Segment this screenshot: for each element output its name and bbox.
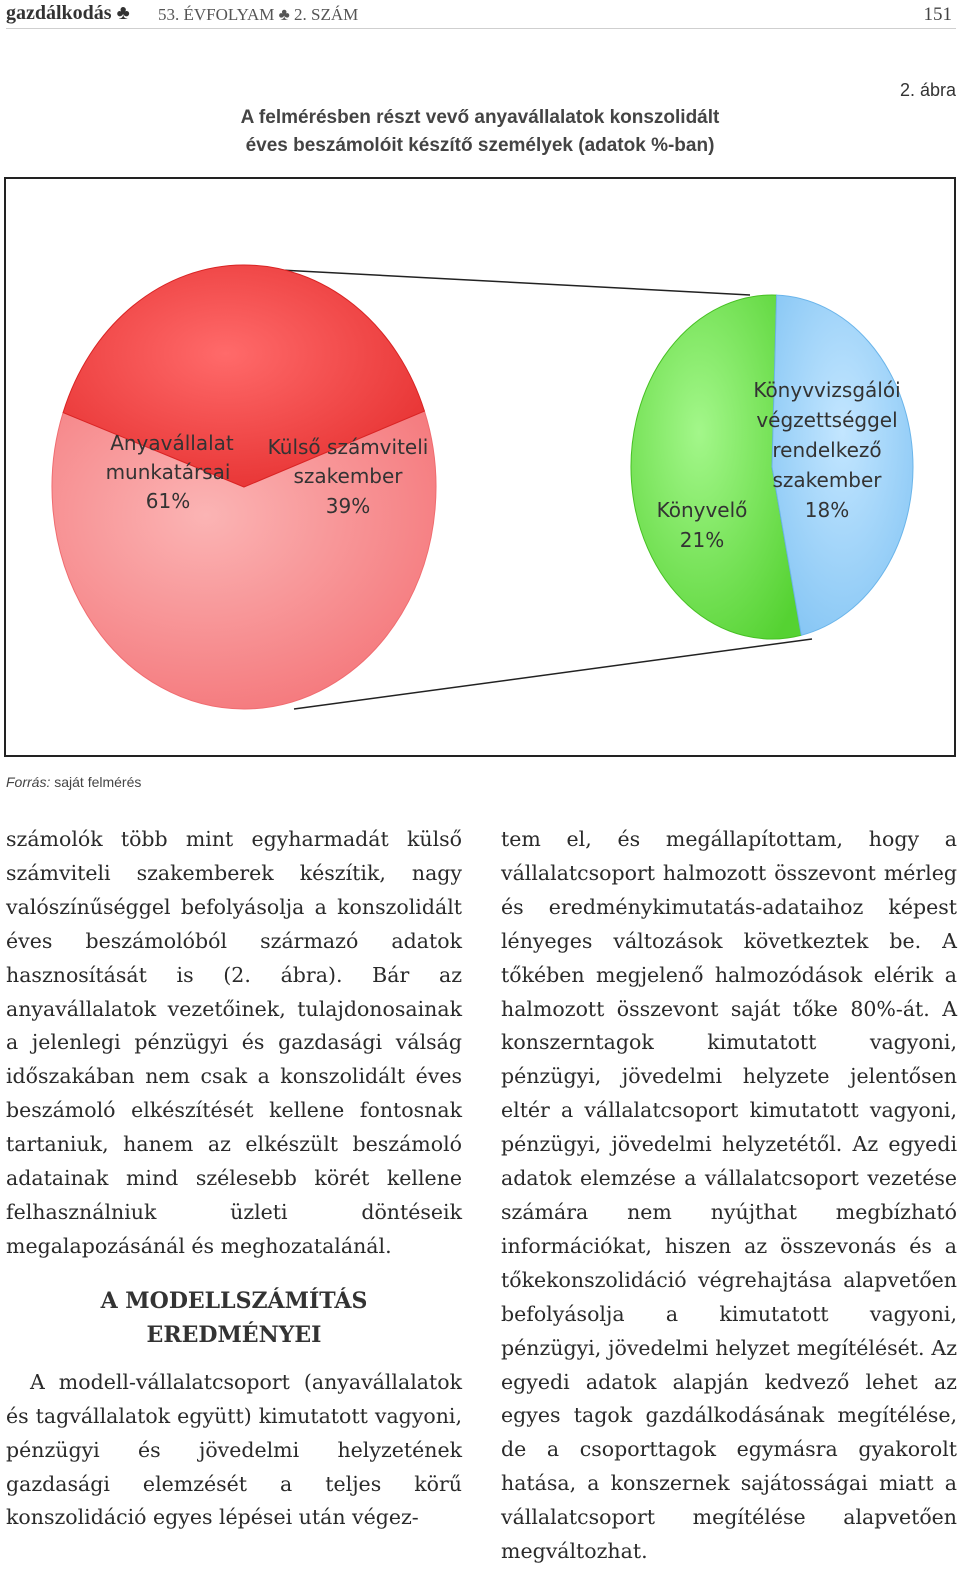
figure-title-line-1: A felmérésben részt vevő anyavállalatok konszolidált — [240, 107, 720, 128]
figure-title — [150, 104, 810, 160]
text-column-left — [6, 823, 462, 1535]
label-kulso-pct: 39% — [325, 494, 371, 518]
figure-source — [6, 774, 141, 790]
text-column-right — [501, 823, 957, 1569]
page-number: 151 — [923, 4, 952, 25]
label-kulso-line2: szakember — [293, 464, 403, 488]
journal-title: gazdálkodás — [6, 2, 112, 24]
figure-title-line-2: éves beszámolóit készítő személyek (adatok %-ban) — [245, 135, 715, 156]
club-icon: ♣ — [116, 2, 130, 24]
issue-info: 53. ÉVFOLYAM ♣ 2. SZÁM — [158, 5, 359, 24]
section-heading-line-2: EREDMÉNYEI — [146, 1321, 322, 1348]
journal-name — [6, 2, 130, 25]
chart-svg — [4, 177, 956, 757]
section-heading-line-1: A MODELLSZÁMÍTÁS — [100, 1287, 368, 1314]
paragraph: tem el, és megállapítottam, hogy a vállalatcsoport halmozott összevont mérleg és eredménykimutatás-adataihoz képest lényeges változások következtek be. A tőkében megjelenő halmozódások elérik a halmozott összevont saját tőke 80%-át. A konszerntagok kimutatott vagyoni, pénzügyi, jövedelmi helyzete jelentősen eltér a vállalatcsoport kimutatott vagyoni, pénzügyi, jövedelmi helyzetétől. Az egyedi adatok elemzése a vállalatcsoport vezetése számára nem nyújthat megbízható információkat, hiszen az összevonás és a tőkekonszolidáció végrehajtása alapvetően befolyásolja a kimutatott vagyoni, pénzügyi, jövedelmi helyzet megítélését. Az egyedi adatok alapján kedvező lehet az egyes tagok gazdálkodásának megítélése, de a csoporttagok egymásra gyakorolt hatása, a konszernek sajátosságai miatt a vállalatcsoport megítélése alapvetően megváltozhat. — [501, 827, 957, 1564]
label-kv-pct: 18% — [804, 498, 850, 522]
label-kulso-line1: Külső számviteli — [267, 435, 429, 459]
label-anyavallalat-line1: Anyavállalat — [110, 431, 234, 455]
figure-number: 2. ábra — [899, 80, 956, 100]
label-kv-line3: rendelkező — [772, 438, 882, 462]
label-konyvelo-pct: 21% — [679, 528, 725, 552]
pie-of-pie-chart — [4, 177, 956, 757]
label-anyavallalat-line2: munkatársai — [105, 460, 231, 484]
paragraph: számolók több mint egyharmadát külső számviteli szakemberek készítik, nagy valószínűséggel befolyásolja a konszolidált éves beszámolóból származó adatok hasznosítását is (2. ábra). Bár az anyavállalatok vezetőinek, tulajdonosainak a jelenlegi pénzügyi és gazdasági válság időszakában nem csak a konszolidált éves beszámoló elkészítését kellene fontosnak tartaniuk, hanem az elkészült beszámoló adatainak mind szélesebb körét kellene felhasználniuk üzleti döntéseik megalapozásánál és meghozatalánál. — [6, 827, 462, 1258]
label-kv-line4: szakember — [772, 468, 882, 492]
source-text: saját felmérés — [50, 774, 142, 790]
label-anyavallalat-pct: 61% — [145, 489, 191, 513]
paragraph: A modell-vállalatcsoport (anyavállalatok és tagvállalatok együtt) kimutatott vagyoni, pénzügyi és jövedelmi helyzetének gazdasági elemzését a teljes körű konszolidáció egyes lépései után végez- — [6, 1369, 462, 1530]
label-kv-line1: Könyvvizsgálói — [753, 378, 901, 402]
section-heading — [6, 1284, 462, 1352]
label-kv-line2: végzettséggel — [756, 408, 898, 432]
running-header — [6, 0, 956, 29]
secondary-pie — [631, 295, 913, 639]
source-label: Forrás: — [6, 774, 51, 790]
label-konyvelo-line1: Könyvelő — [656, 498, 748, 522]
